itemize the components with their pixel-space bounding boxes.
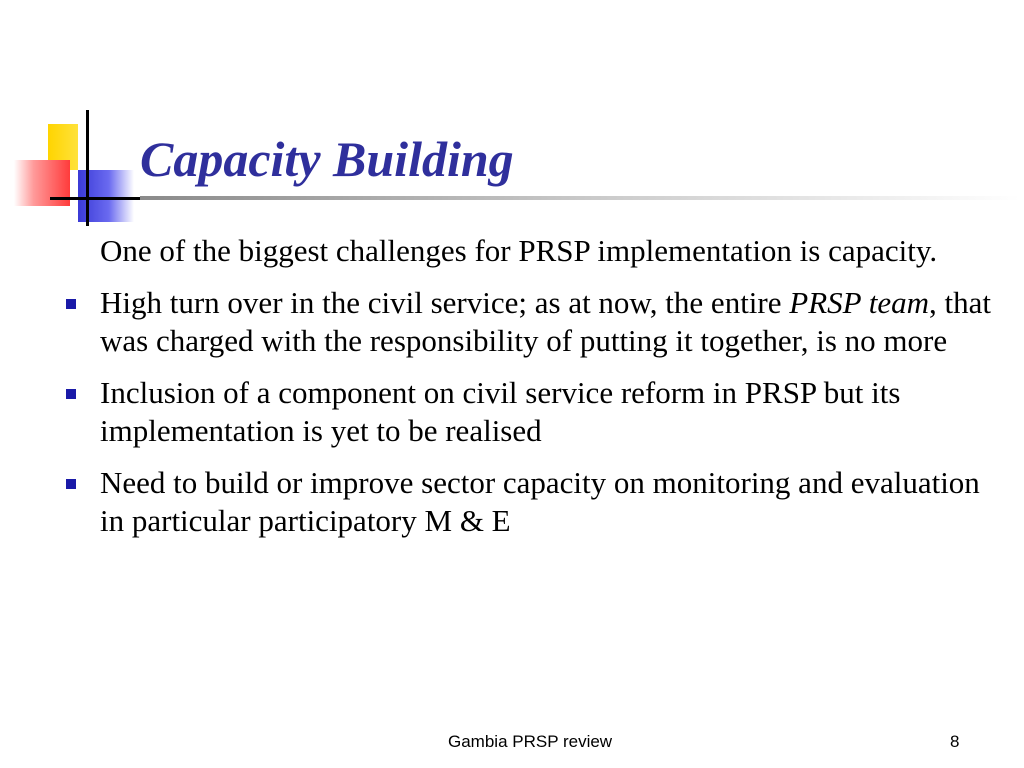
list-item-text: One of the biggest challenges for PRSP implementation is capacity.: [100, 233, 938, 268]
decorative-horizontal-line: [50, 197, 140, 200]
page-number: 8: [950, 732, 960, 751]
bullet-list: [60, 232, 1010, 554]
list-item-emphasis: PRSP team: [789, 285, 930, 320]
slide-title: Capacity Building: [140, 131, 514, 187]
list-item-text: , that was charged with the responsibility of putting it together, is no more: [100, 285, 992, 358]
list-item-text: High turn over in the civil service; as at now, the entire: [100, 285, 790, 320]
footer-text: Gambia PRSP review: [448, 732, 613, 751]
title-underline: [140, 196, 1020, 200]
decorative-vertical-line: [86, 110, 89, 226]
list-item-text: Need to build or improve sector capacity on monitoring and evaluation in particular participatory M & E: [100, 465, 980, 538]
list-item-reform: [60, 374, 1010, 450]
list-item-intro: [60, 232, 1010, 270]
list-item-turnover: [60, 284, 1010, 360]
square-bullet-icon: [66, 389, 76, 399]
list-item-capacity: [60, 464, 1010, 540]
square-bullet-icon: [66, 479, 76, 489]
list-item-text: Inclusion of a component on civil service reform in PRSP but its implementation is yet to be realised: [100, 375, 901, 448]
square-bullet-icon: [66, 299, 76, 309]
